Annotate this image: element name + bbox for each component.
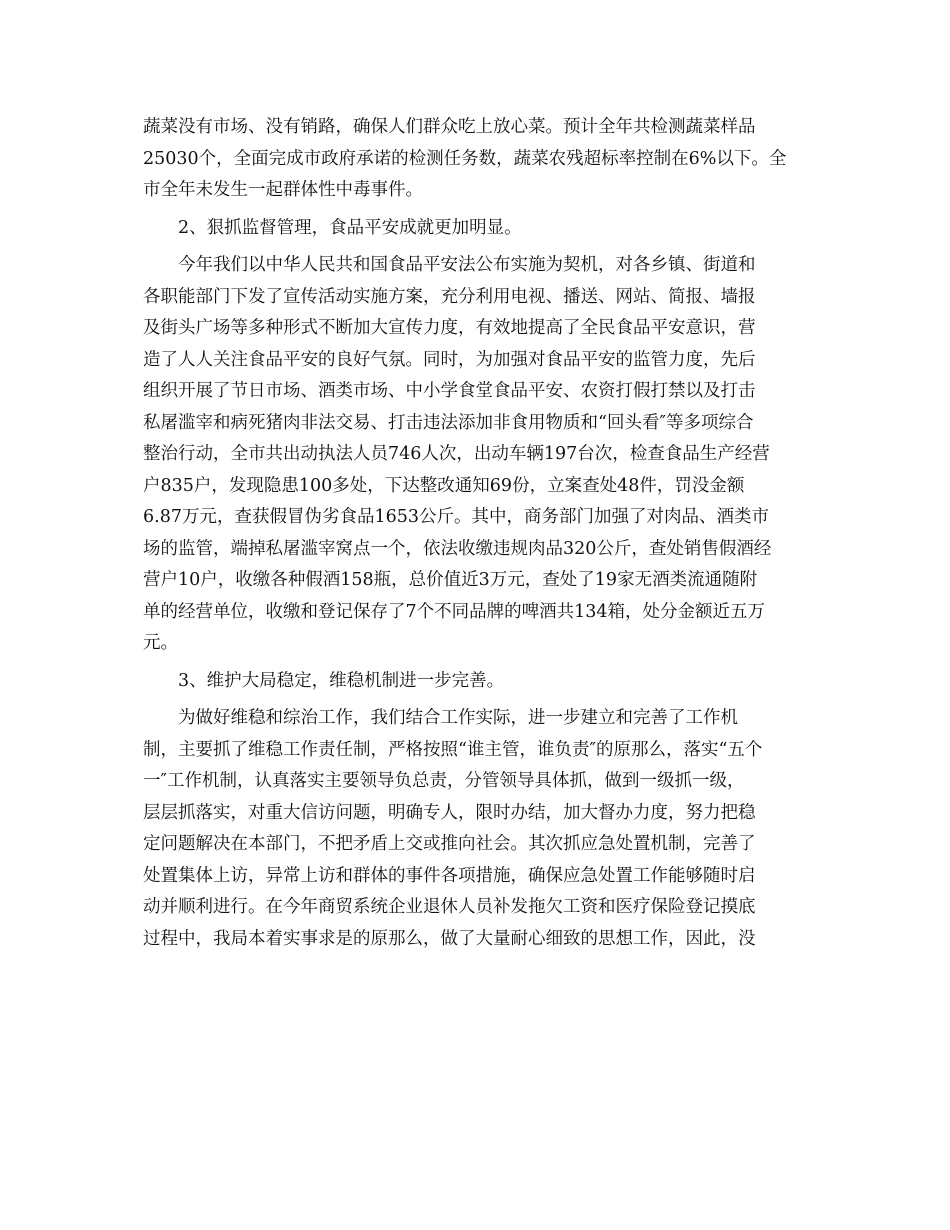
text-line: 蔬菜没有市场、没有销路，确保人们群众吃上放心菜。预计全年共检测蔬菜样品 <box>143 117 756 137</box>
text-line: 私屠滥宰和病死猪肉非法交易、打击违法添加非食用物质和“回头看″等多项综合 <box>143 412 754 433</box>
text-line: 单的经营单位，收缴和登记保存了7个不同品牌的啤酒共134箱，处分金额近五万 <box>143 601 766 622</box>
document-body <box>143 112 813 955</box>
text-line: 过程中，我局本着实事求是的原那么，做了大量耐心细致的思想工作，因此，没 <box>143 928 756 949</box>
paragraph-vegetable-testing <box>143 112 813 207</box>
paragraph-stability <box>143 703 813 955</box>
text-line: 制，主要抓了维稳工作责任制，严格按照“谁主管，谁负责″的原那么，落实“五个 <box>143 739 763 760</box>
paragraph-supervision <box>143 250 813 660</box>
text-line: 户835户，发现隐患100多处，下达整改通知69份，立案查处48件，罚没金额 <box>143 475 745 496</box>
text-line: 动并顺利进行。在今年商贸系统企业退休人员补发拖欠工资和医疗保险登记摸底 <box>143 897 756 917</box>
text-line: 25030个，全面完成市政府承诺的检测任务数，蔬菜农残超标率控制在6%以下。全 <box>143 148 787 169</box>
text-line: 定问题解决在本部门，不把矛盾上交或推向社会。其次抓应急处置机制，完善了 <box>143 834 756 854</box>
text-line: 一″工作机制，认真落实主要领导负总责，分管领导具体抓，做到一级抓一级， <box>143 771 745 791</box>
text-line: 造了人人关注食品平安的良好气氛。同时，为加强对食品平安的监管力度，先后 <box>143 349 756 370</box>
section-heading-stability: 3、维护大局稳定，维稳机制进一步完善。 <box>178 670 505 691</box>
section-heading-supervision: 2、狠抓监督管理，食品平安成就更加明显。 <box>178 217 522 238</box>
text-line: 层层抓落实，对重大信访问题，明确专人，限时办结，加大督办力度，努力把稳 <box>143 802 756 823</box>
text-line: 今年我们以中华人民共和国食品平安法公布实施为契机，对各乡镇、街道和 <box>178 255 756 275</box>
text-line: 营户10户，收缴各种假酒158瓶，总价值近3万元，查处了19家无酒类流通随附 <box>143 570 758 590</box>
text-line: 为做好维稳和综治工作，我们结合工作实际，进一步建立和完善了工作机 <box>178 708 738 728</box>
text-line: 场的监管，端掉私屠滥宰窝点一个，依法收缴违规肉品320公斤，查处销售假酒经 <box>143 538 772 559</box>
text-line: 各职能部门下发了宣传活动实施方案，充分利用电视、播送、网站、简报、墙报 <box>143 286 756 307</box>
text-line: 整治行动，全市共出动执法人员746人次，出动车辆197台次，检查食品生产经营 <box>143 444 770 464</box>
text-line: 6.87万元，查获假冒伪劣食品1653公斤。其中，商务部门加强了对肉品、酒类市 <box>143 507 769 527</box>
text-line: 组织开展了节日市场、酒类市场、中小学食堂食品平安、农资打假打禁以及打击 <box>143 381 756 401</box>
text-line: 元。 <box>143 633 178 653</box>
text-line: 市全年未发生一起群体性中毒事件。 <box>143 180 423 200</box>
text-line: 及街头广场等多种形式不断加大宣传力度，有效地提高了全民食品平安意识，营 <box>143 318 756 338</box>
text-line: 处置集体上访，异常上访和群体的事件各项措施，确保应急处置工作能够随时启 <box>143 865 756 886</box>
